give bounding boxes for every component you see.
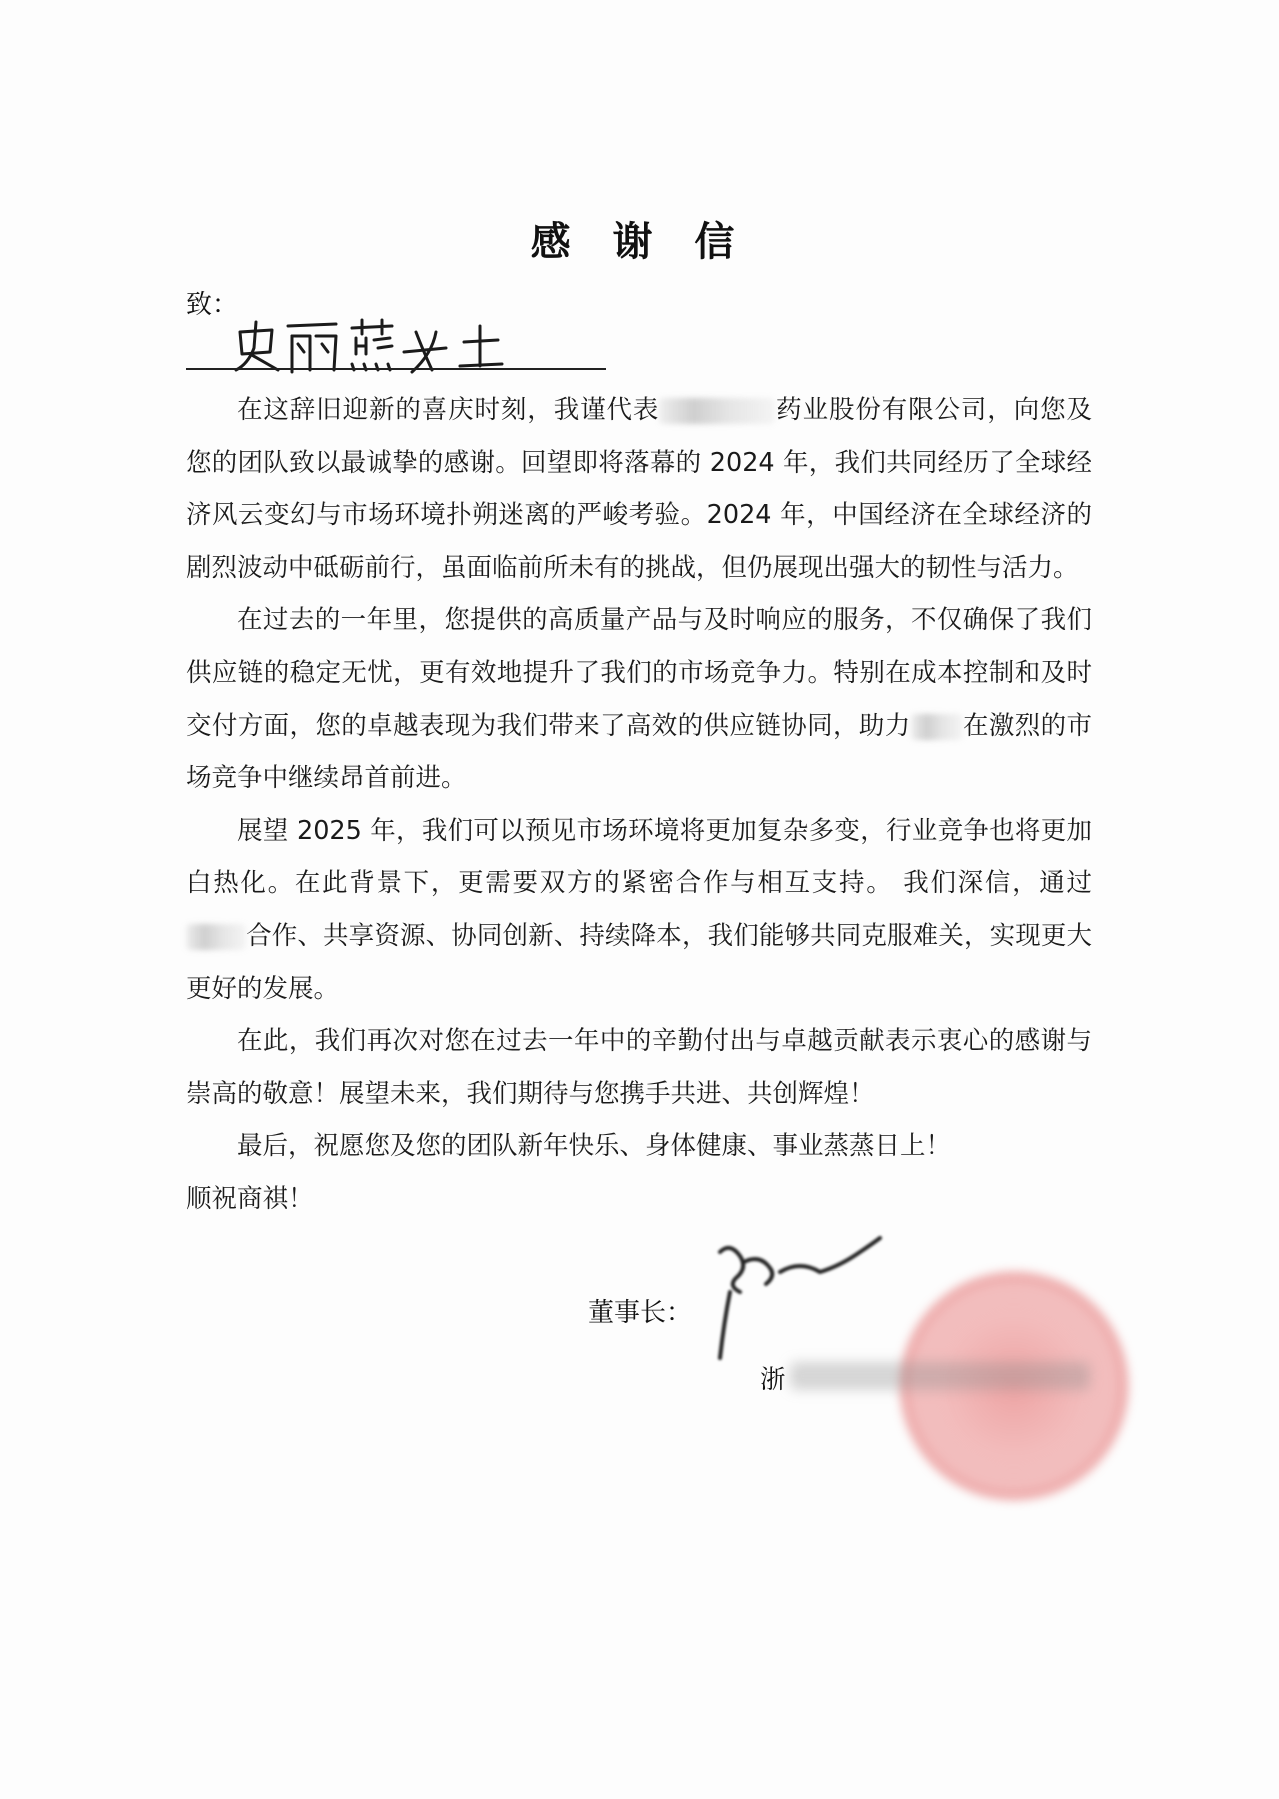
redacted-text (659, 398, 775, 424)
paragraph-3 (186, 805, 1092, 1015)
paragraph-4 (186, 1015, 1092, 1120)
salutation: 致： (186, 290, 239, 320)
paragraph-3-part-2: 合作、共享资源、协同创新、持续降本，我们能够共同克服难关，实现更大更好的发展。 (186, 920, 1092, 1004)
signatory-label: 董事长： (588, 1298, 693, 1328)
company-name-redacted (790, 1362, 1090, 1390)
closing-line: 顺祝商祺！ (186, 1183, 314, 1214)
paragraph-2-part-2: 在激烈的市场竞争中继续昂首前进。 (186, 710, 1092, 794)
paragraph-1-part-2: 药业股份有限公司，向您及您的团队致以最诚挚的感谢。回望即将落幕的 2024 年，我们共同经历了全球经济风云变幻与市场环境扑朔迷离的严峻考验。2024 年，中国经济在全球经济的剧烈波动中砥砺前行，虽面临前所未有的挑战，但仍展现出强大的韧性与活力。 (186, 395, 1092, 583)
paragraph-5-text: 最后，祝愿您及您的团队新年快乐、身体健康、事业蒸蒸日上！ (237, 1131, 952, 1162)
paragraph-2 (186, 594, 1092, 804)
recipient-name (186, 368, 187, 369)
company-name-prefix: 浙 (760, 1365, 786, 1395)
paragraph-2-part-1: 在过去的一年里，您提供的高质量产品与及时响应的服务，不仅确保了我们供应链的稳定无忧，更有效地提升了我们的市场竞争力。特别在成本控制和及时交付方面，您的卓越表现为我们带来了高效的供应链协同，助力 (186, 605, 1092, 741)
paragraph-1-part-1: 在这辞旧迎新的喜庆时刻，我谨代表 (237, 395, 660, 425)
redacted-text (186, 924, 246, 950)
signature-image (700, 1232, 900, 1362)
redacted-text (911, 714, 963, 740)
paragraph-4-text: 在此，我们再次对您在过去一年中的辛勤付出与卓越贡献表示衷心的感谢与崇高的敬意！展望未来，我们期待与您携手共进、共创辉煌！ (186, 1026, 1092, 1109)
letter-title: 感 谢 信 (530, 219, 749, 265)
letter-body (186, 384, 1092, 1226)
paragraph-1 (186, 384, 1092, 594)
paragraph-3-part-1: 展望 2025 年，我们可以预见市场环境将更加复杂多变，行业竞争也将更加白热化。在此背景下，更需要双方的紧密合作与相互支持。 我们深信，通过 (186, 815, 1092, 899)
recipient-underline (186, 368, 606, 370)
paragraph-5 (186, 1120, 1092, 1173)
